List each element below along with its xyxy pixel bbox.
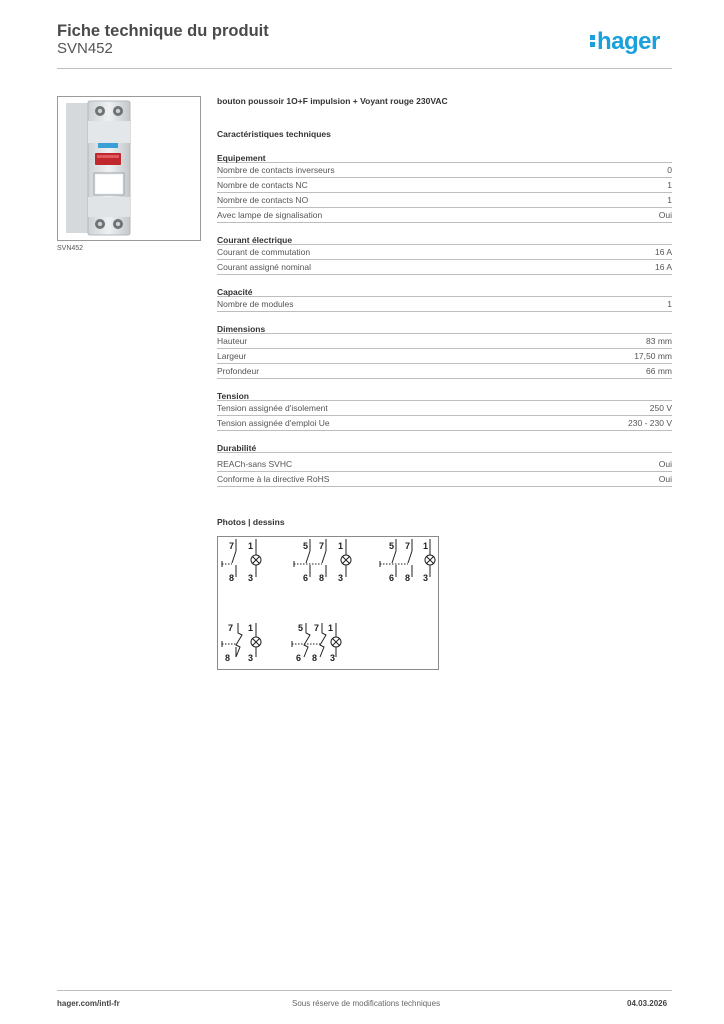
terminal-label: 8 [312,653,318,663]
spec-value: 1 [667,299,672,309]
header-divider [57,68,672,69]
terminal-label: 8 [225,653,231,663]
spec-row [217,193,672,208]
spec-row [217,245,672,260]
spec-value: 16 A [654,247,672,257]
spec-value: 250 V [649,403,672,413]
spec-row [217,457,672,472]
spec-label: Tension assignée d'isolement [217,403,328,413]
spec-label: Profondeur [217,366,260,376]
spec-row [217,416,672,431]
section-dimensions [217,320,672,379]
terminal-label: 8 [229,573,235,583]
wiring-diagram-svg [218,537,438,669]
spec-value: 66 mm [646,366,672,376]
spec-row [217,208,672,223]
section-title: Capacité [217,283,672,297]
spec-value: 83 mm [646,336,672,346]
characteristics-title: Caractéristiques techniques [217,129,331,139]
footer-divider [57,990,672,991]
spec-value: Oui [658,210,672,220]
terminal-label: 3 [423,573,429,583]
diagram-1 [222,539,261,577]
image-caption: SVN452 [57,245,84,252]
spec-label: Tension assignée d'emploi Ue [217,418,330,428]
section-equipement [217,149,672,223]
spec-row [217,364,672,379]
section-durabilite [217,439,672,487]
photos-title: Photos | dessins [217,517,285,527]
terminal-label: 6 [303,573,309,583]
spec-value: 1 [667,195,672,205]
spec-row [217,163,672,178]
terminal-label: 7 [228,623,234,633]
terminal-label: 5 [298,623,304,633]
spec-row [217,401,672,416]
spec-label: Conforme à la directive RoHS [217,474,330,484]
terminal-label: 1 [338,541,344,551]
terminal-label: 1 [423,541,429,551]
logo-dots-icon [590,33,595,49]
section-courant [217,231,672,275]
spec-label: Largeur [217,351,247,361]
footer-website-link[interactable]: hager.com/intl-fr [57,999,120,1008]
spec-value: 16 A [654,262,672,272]
terminal-label: 6 [389,573,395,583]
terminal-label: 7 [405,541,411,551]
terminal-label: 3 [248,653,254,663]
product-image [57,96,201,241]
spec-label: Nombre de contacts NC [217,180,308,190]
spec-value: Oui [658,474,672,484]
terminal-label: 8 [405,573,411,583]
wiring-diagrams [217,536,439,670]
spec-row [217,472,672,487]
footer-notice: Sous réserve de modifications techniques [292,999,441,1008]
product-code: SVN452 [57,40,113,57]
product-description: bouton poussoir 1O+F impulsion + Voyant rouge 230VAC [217,96,448,106]
spec-label: Avec lampe de signalisation [217,210,323,220]
terminal-label: 7 [229,541,235,551]
spec-row [217,178,672,193]
section-title: Dimensions [217,320,672,334]
spec-label: Hauteur [217,336,248,346]
spec-value: 230 - 230 V [628,418,672,428]
terminal-label: 1 [248,623,254,633]
terminal-label: 3 [248,573,254,583]
terminal-label: 5 [389,541,395,551]
push-button-device-illustration [58,97,200,240]
terminal-label: 1 [328,623,334,633]
terminal-label: 5 [303,541,309,551]
spec-row [217,334,672,349]
footer-date: 04.03.2026 [627,999,668,1008]
spec-value: Oui [658,459,672,469]
section-tension [217,387,672,431]
section-title: Durabilité [217,439,672,453]
terminal-label: 1 [248,541,254,551]
section-title: Tension [217,387,672,401]
spec-row [217,297,672,312]
terminal-label: 7 [319,541,325,551]
section-capacite [217,283,672,312]
section-title: Courant électrique [217,231,672,245]
terminal-label: 8 [319,573,325,583]
spec-row [217,260,672,275]
spec-label: Courant assigné nominal [217,262,312,272]
terminal-label: 6 [296,653,302,663]
terminal-label: 7 [314,623,320,633]
spec-value: 17,50 mm [634,351,672,361]
spec-label: REACh-sans SVHC [217,459,293,469]
spec-value: 0 [667,165,672,175]
spec-value: 1 [667,180,672,190]
section-title: Equipement [217,149,672,163]
hager-logo [590,28,660,56]
spec-label: Nombre de contacts inverseurs [217,165,335,175]
spec-label: Courant de commutation [217,247,311,257]
logo-text: hager [597,28,660,55]
technical-specs [217,96,672,487]
spec-label: Nombre de modules [217,299,294,309]
spec-label: Nombre de contacts NO [217,195,309,205]
terminal-label: 3 [338,573,344,583]
terminal-label: 3 [330,653,336,663]
page-title: Fiche technique du produit [57,22,269,40]
spec-row [217,349,672,364]
